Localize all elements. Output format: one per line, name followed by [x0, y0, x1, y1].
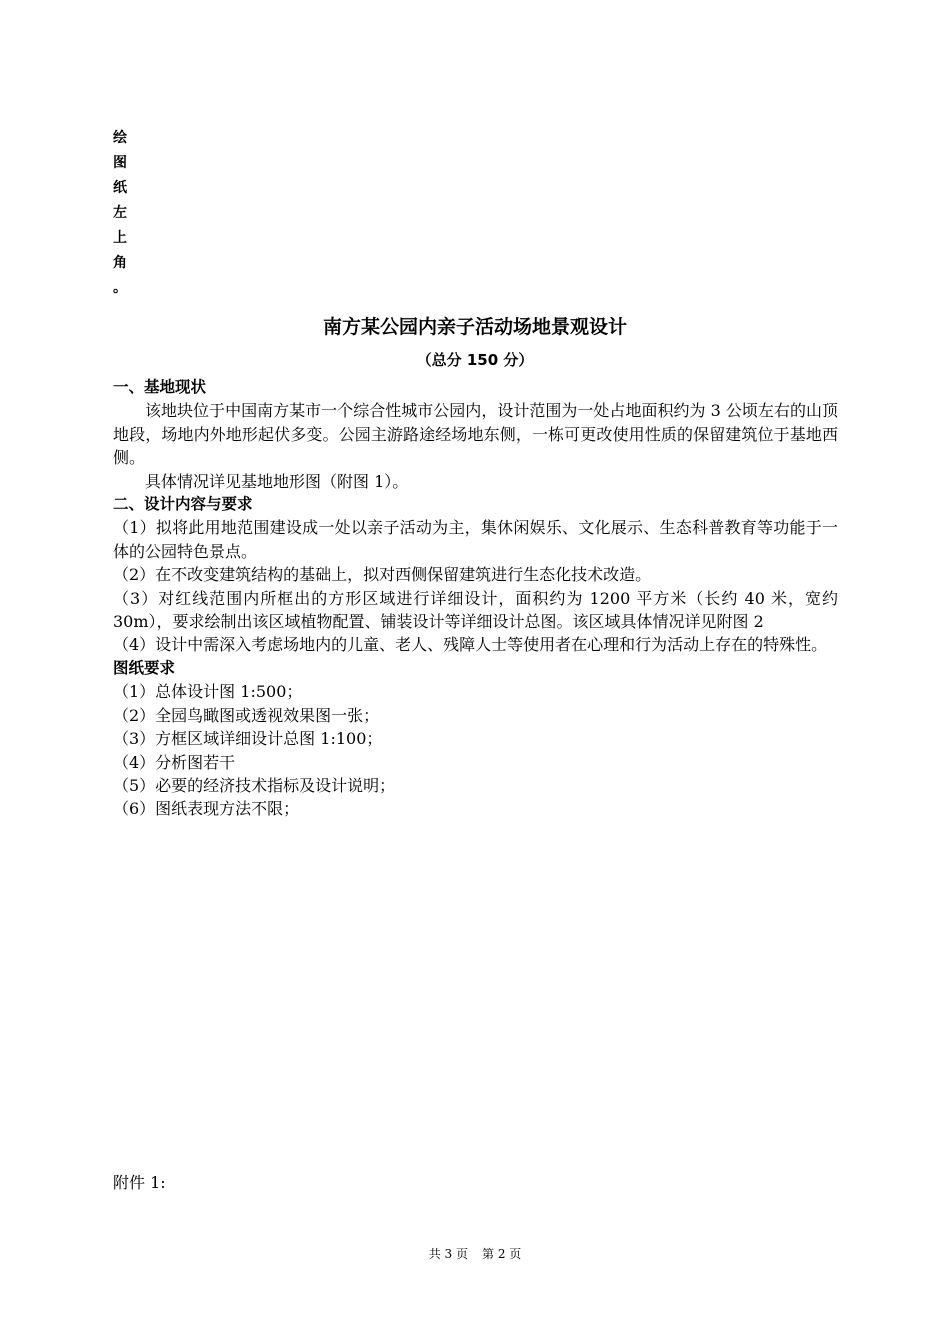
drawing-item: （1）总体设计图 1:500； [113, 682, 303, 702]
score-subtitle: （总分 150 分） [416, 351, 534, 369]
side-note-char: 角 [113, 255, 127, 271]
side-note-char: 纸 [113, 180, 127, 196]
document-body [113, 376, 838, 821]
page-footer [0, 1245, 950, 1263]
current-page: 第 2 页 [482, 1247, 522, 1261]
section-heading-requirements: 二、设计内容与要求 [113, 495, 253, 514]
side-note-char: 左 [113, 205, 127, 221]
drawing-item: （3）方框区域详细设计总图 1:100； [113, 729, 383, 749]
page-title: 南方某公园内亲子活动场地景观设计 [322, 316, 627, 338]
drawing-item: （5）必要的经济技术指标及设计说明； [113, 775, 396, 795]
drawing-item: （6）图纸表现方法不限； [113, 799, 300, 819]
requirement-item: （2）在不改变建筑结构的基础上，拟对西侧保留建筑进行生态化技术改造。 [113, 565, 652, 585]
site-reference: 具体情况详见基地地形图（附图 1）。 [145, 471, 409, 491]
site-description: 该地块位于中国南方某市一个综合性城市公园内，设计范围为一处占地面积约为 3 公顷左右的山顶地段，场地内外地形起伏多变。公园主游路途经场地东侧，一栋可更改使用性质的保留建筑位于基地西侧。 [113, 401, 838, 468]
drawing-item: （4）分析图若干 [113, 752, 236, 772]
section-heading-site: 一、基地现状 [113, 378, 207, 396]
side-note-char: 图 [113, 155, 127, 171]
section-heading-drawings: 图纸要求 [113, 658, 176, 677]
attachment-label: 附件 1: [113, 1173, 166, 1192]
requirement-item: （1）拟将此用地范围建设成一处以亲子活动为主，集休闲娱乐、文化展示、生态科普教育等功能于一体的公园特色景点。 [113, 518, 838, 561]
requirement-item: （4）设计中需深入考虑场地内的儿童、老人、残障人士等使用者在心理和行为活动上存在的特殊性。 [113, 635, 828, 655]
side-note-char: 上 [113, 230, 127, 246]
side-note-char: 绘 [113, 130, 127, 146]
drawing-item: （2）全园鸟瞰图或透视效果图一张； [113, 705, 380, 725]
side-note [113, 126, 133, 301]
side-note-char: 。 [113, 280, 127, 296]
requirement-item: （3）对红线范围内所框出的方形区域进行详细设计，面积约为 1200 平方米（长约 40 米，宽约 30m），要求绘制出该区域植物配置、铺装设计等详细设计总图。该区域具体情况详见附图 2 [113, 588, 838, 632]
total-pages: 共 3 页 [428, 1247, 468, 1261]
